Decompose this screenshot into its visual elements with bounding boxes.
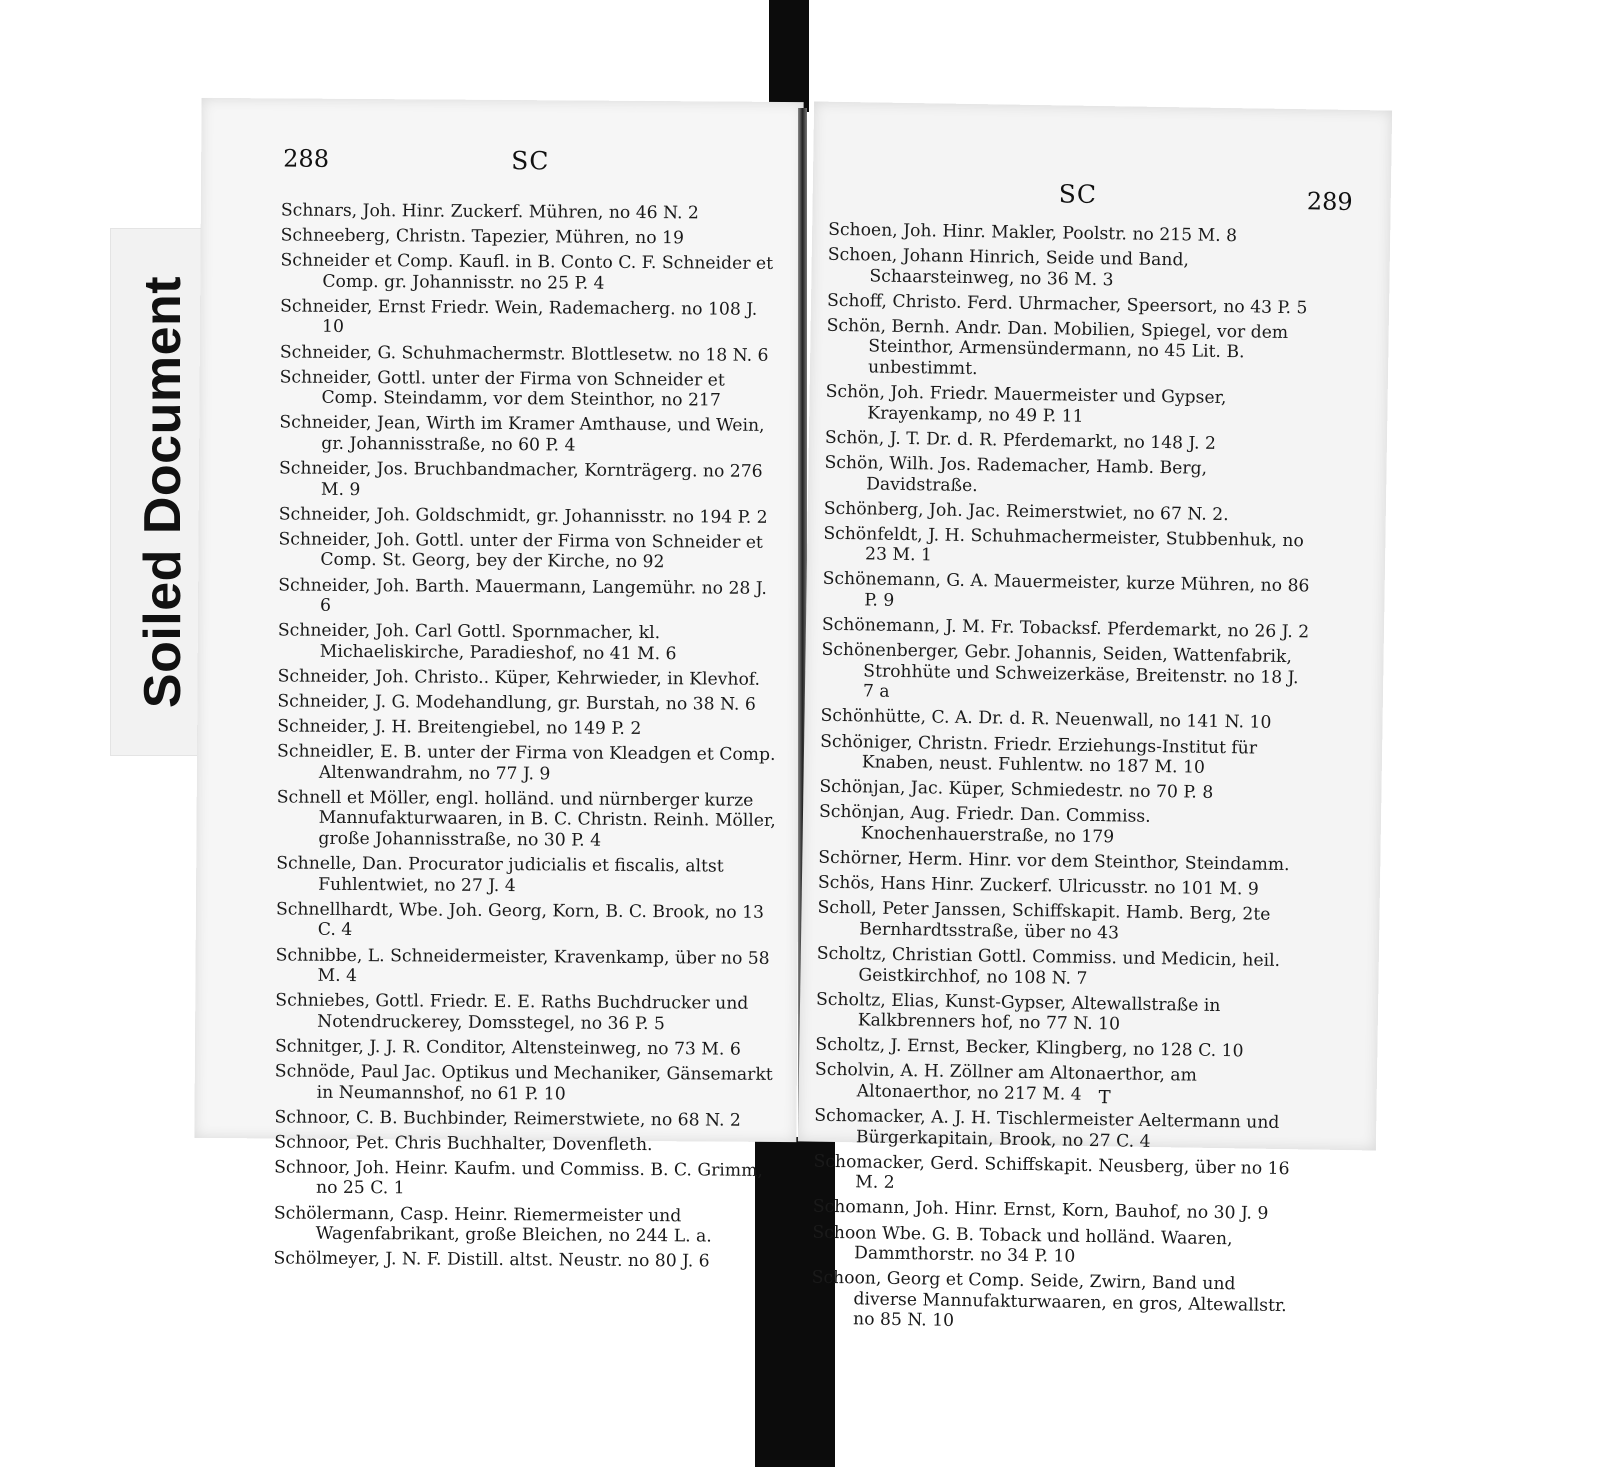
scanner-bar-top xyxy=(769,0,809,112)
directory-entry: Schnoor, Joh. Heinr. Kaufm. und Commiss. B. C. Grimm, no 25 C. 1 xyxy=(274,1157,763,1199)
directory-entry: Schoon, Georg et Comp. Seide, Zwirn, Band und diverse Mannufakturwaaren, en gros, Altewallstr. no 85 N. 10 xyxy=(811,1267,1287,1332)
directory-entry: Schönhütte, C. A. Dr. d. R. Neuenwall, no 141 N. 10 xyxy=(820,706,1272,734)
left-entry-list xyxy=(273,200,780,1277)
directory-entry: Schneider, J. G. Modehandlung, gr. Burstah, no 38 N. 6 xyxy=(277,691,756,715)
directory-entry: Schneider, Gottl. unter der Firma von Schneider et Comp. Steindamm, vor dem Steinthor, no 217 xyxy=(279,367,725,411)
directory-entry: Schneidler, E. B. unter der Firma von Kleadgen et Comp. Altenwandrahm, no 77 J. 9 xyxy=(277,741,776,785)
directory-entry: Schnars, Joh. Hinr. Zuckerf. Mühren, no 46 N. 2 xyxy=(280,200,699,224)
label-text: Soiled Document xyxy=(134,275,192,709)
right-running-head: SC xyxy=(1058,179,1098,209)
directory-entry: Schnell et Möller, engl. holländ. und nürnberger kurze Mannufakturwaaren, in B. C. Christn. Reinh. Möller, große Johannisstraße, no 30 P. 4 xyxy=(276,787,776,851)
directory-entry: Schomacker, Gerd. Schiffskapit. Neusberg, über no 16 M. 2 xyxy=(813,1151,1290,1194)
directory-entry: Schoff, Christo. Ferd. Uhrmacher, Speersort, no 43 P. 5 xyxy=(826,290,1308,319)
directory-entry: Schös, Hans Hinr. Zuckerf. Ulricusstr. no 101 M. 9 xyxy=(817,872,1259,900)
directory-entry: Schneider, Joh. Carl Gottl. Spornmacher, kl. Michaeliskirche, Paradieshof, no 41 M. 6 xyxy=(277,620,677,665)
directory-entry: Scholvin, A. H. Zöllner am Altonaerthor, am Altonaerthor, no 217 M. 4 xyxy=(814,1060,1198,1105)
directory-entry: Scholtz, Elias, Kunst-Gypser, Altewallstraße in Kalkbrenners hof, no 77 N. 10 xyxy=(815,989,1221,1035)
directory-entry: Schniebes, Gottl. Friedr. E. E. Raths Buchdrucker und Notendruckerey, Domsstegel, no 36 P. 5 xyxy=(275,990,749,1034)
directory-entry: Scholtz, Christian Gottl. Commiss. und Medicin, heil. Geistkirchhof, no 108 N. 7 xyxy=(816,943,1281,989)
directory-entry: Schönenberger, Gebr. Johannis, Seiden, Wattenfabrik, Strohhüte und Schweizerkäse, Breitenstr. no 18 J. 7 a xyxy=(821,639,1299,703)
directory-entry: Schneeberg, Christn. Tapezier, Mühren, no 19 xyxy=(280,225,685,249)
left-page-header xyxy=(201,144,803,178)
right-page xyxy=(798,102,1392,1332)
directory-entry: Schörner, Herm. Hinr. vor dem Steinthor, Steindamm. xyxy=(818,847,1290,876)
directory-entry: Schneider, Joh. Gottl. unter der Firma von Schneider et Comp. St. Georg, bey der Kirche, no 92 xyxy=(278,529,763,573)
directory-entry: Schoon Wbe. G. B. Toback und holländ. Waaren, Dammthorstr. no 34 P. 10 xyxy=(812,1222,1233,1267)
left-page-number: 288 xyxy=(283,144,330,173)
directory-entry: Schölermann, Casp. Heinr. Riemermeister und Wagenfabrikant, große Bleichen, no 244 L. a. xyxy=(273,1202,712,1247)
directory-entry: Schnoor, C. B. Buchbinder, Reimerstwiete, no 68 N. 2 xyxy=(274,1107,741,1131)
directory-entry: Schön, J. T. Dr. d. R. Pferdemarkt, no 148 J. 2 xyxy=(824,427,1217,454)
directory-entry: Schön, Bernh. Andr. Dan. Mobilien, Spiegel, vor dem Steinthor, Armensündermann, no 45 Lit. B. unbestimmt. xyxy=(826,315,1289,380)
directory-entry: Schölmeyer, J. N. F. Distill. altst. Neustr. no 80 J. 6 xyxy=(273,1248,710,1272)
left-page xyxy=(194,98,803,1272)
directory-entry: Schön, Wilh. Jos. Rademacher, Hamb. Berg, Davidstraße. xyxy=(824,452,1208,496)
directory-entry: Schönjan, Aug. Friedr. Dan. Commiss. Knochenhauerstraße, no 179 xyxy=(818,802,1151,848)
directory-entry: Schneider, Ernst Friedr. Wein, Rademacherg. no 108 J. 10 xyxy=(280,296,758,338)
right-page-number: 289 xyxy=(1306,187,1353,216)
directory-entry: Schneider et Comp. Kaufl. in B. Conto C. F. Schneider et Comp. gr. Johannisstr. no 25 P. 4 xyxy=(280,250,774,294)
directory-entry: Schneider, Jos. Bruchbandmacher, Kornträgerg. no 276 M. 9 xyxy=(278,458,763,500)
directory-entry: Schönberg, Joh. Jac. Reimerstwiet, no 67 N. 2. xyxy=(823,498,1229,525)
directory-entry: Schneider, G. Schuhmachermstr. Blottlesetw. no 18 N. 6 xyxy=(279,342,769,366)
right-entry-list xyxy=(811,220,1318,1342)
left-running-head: SC xyxy=(511,146,550,176)
directory-entry: Schneider, Joh. Goldschmidt, gr. Johannisstr. no 194 P. 2 xyxy=(278,504,768,528)
directory-entry: Schnellhardt, Wbe. Joh. Georg, Korn, B. C. Brook, no 13 C. 4 xyxy=(275,899,765,941)
directory-entry: Schönemann, G. A. Mauermeister, kurze Mühren, no 86 P. 9 xyxy=(822,569,1310,611)
directory-entry: Schnitger, J. J. R. Conditor, Altensteinweg, no 73 M. 6 xyxy=(274,1036,741,1060)
catchword: T xyxy=(1098,1087,1111,1109)
directory-entry: Schnibbe, L. Schneidermeister, Kravenkamp, über no 58 M. 4 xyxy=(275,944,770,987)
directory-entry: Schnoor, Pet. Chris Buchhalter, Dovenfleth. xyxy=(274,1132,653,1155)
directory-entry: Schnöde, Paul Jac. Optikus und Mechaniker, Gänsemarkt in Neumannshof, no 61 P. 10 xyxy=(274,1061,773,1105)
directory-entry: Schön, Joh. Friedr. Mauermeister und Gypser, Krayenkamp, no 49 P. 11 xyxy=(825,381,1227,427)
directory-entry: Schneider, J. H. Breitengiebel, no 149 P. 2 xyxy=(277,716,642,740)
directory-entry: Scholtz, J. Ernst, Becker, Klingberg, no 128 C. 10 xyxy=(815,1034,1244,1062)
directory-entry: Schomann, Joh. Hinr. Ernst, Korn, Bauhof, no 30 J. 9 xyxy=(812,1197,1269,1225)
directory-entry: Schomacker, A. J. H. Tischlermeister Aeltermann und Bürgerkapitain, Brook, no 27 C. 4 xyxy=(814,1105,1280,1152)
directory-entry: Schoen, Joh. Hinr. Makler, Poolstr. no 215 M. 8 xyxy=(828,219,1238,247)
right-page-header xyxy=(813,148,1391,216)
directory-entry: Schoen, Johann Hinrich, Seide und Band, Schaarsteinweg, no 36 M. 3 xyxy=(827,244,1190,290)
directory-entry: Scholl, Peter Janssen, Schiffskapit. Hamb. Berg, 2te Bernhardtsstraße, über no 43 xyxy=(817,897,1271,944)
directory-entry: Schöniger, Christn. Friedr. Erziehungs-Institut für Knaben, neust. Fuhlentw. no 187 M. 10 xyxy=(819,731,1258,778)
directory-entry: Schönfeldt, J. H. Schuhmachermeister, Stubbenhuk, no 23 M. 1 xyxy=(823,523,1304,566)
directory-entry: Schneider, Joh. Barth. Mauermann, Langemühr. no 28 J. 6 xyxy=(278,574,767,616)
directory-entry: Schneider, Jean, Wirth im Kramer Amthause, und Wein, gr. Johannisstraße, no 60 P. 4 xyxy=(279,412,765,456)
directory-entry: Schnelle, Dan. Procurator judicialis et fiscalis, altst Fuhlentwiet, no 27 J. 4 xyxy=(276,853,724,896)
directory-entry: Schneider, Joh. Christo.. Küper, Kehrwieder, in Klevhof. xyxy=(277,666,761,690)
directory-entry: Schönjan, Jac. Küper, Schmiedestr. no 70 P. 8 xyxy=(819,776,1214,804)
directory-entry: Schönemann, J. M. Fr. Tobacksf. Pferdemarkt, no 26 J. 2 xyxy=(821,614,1310,643)
